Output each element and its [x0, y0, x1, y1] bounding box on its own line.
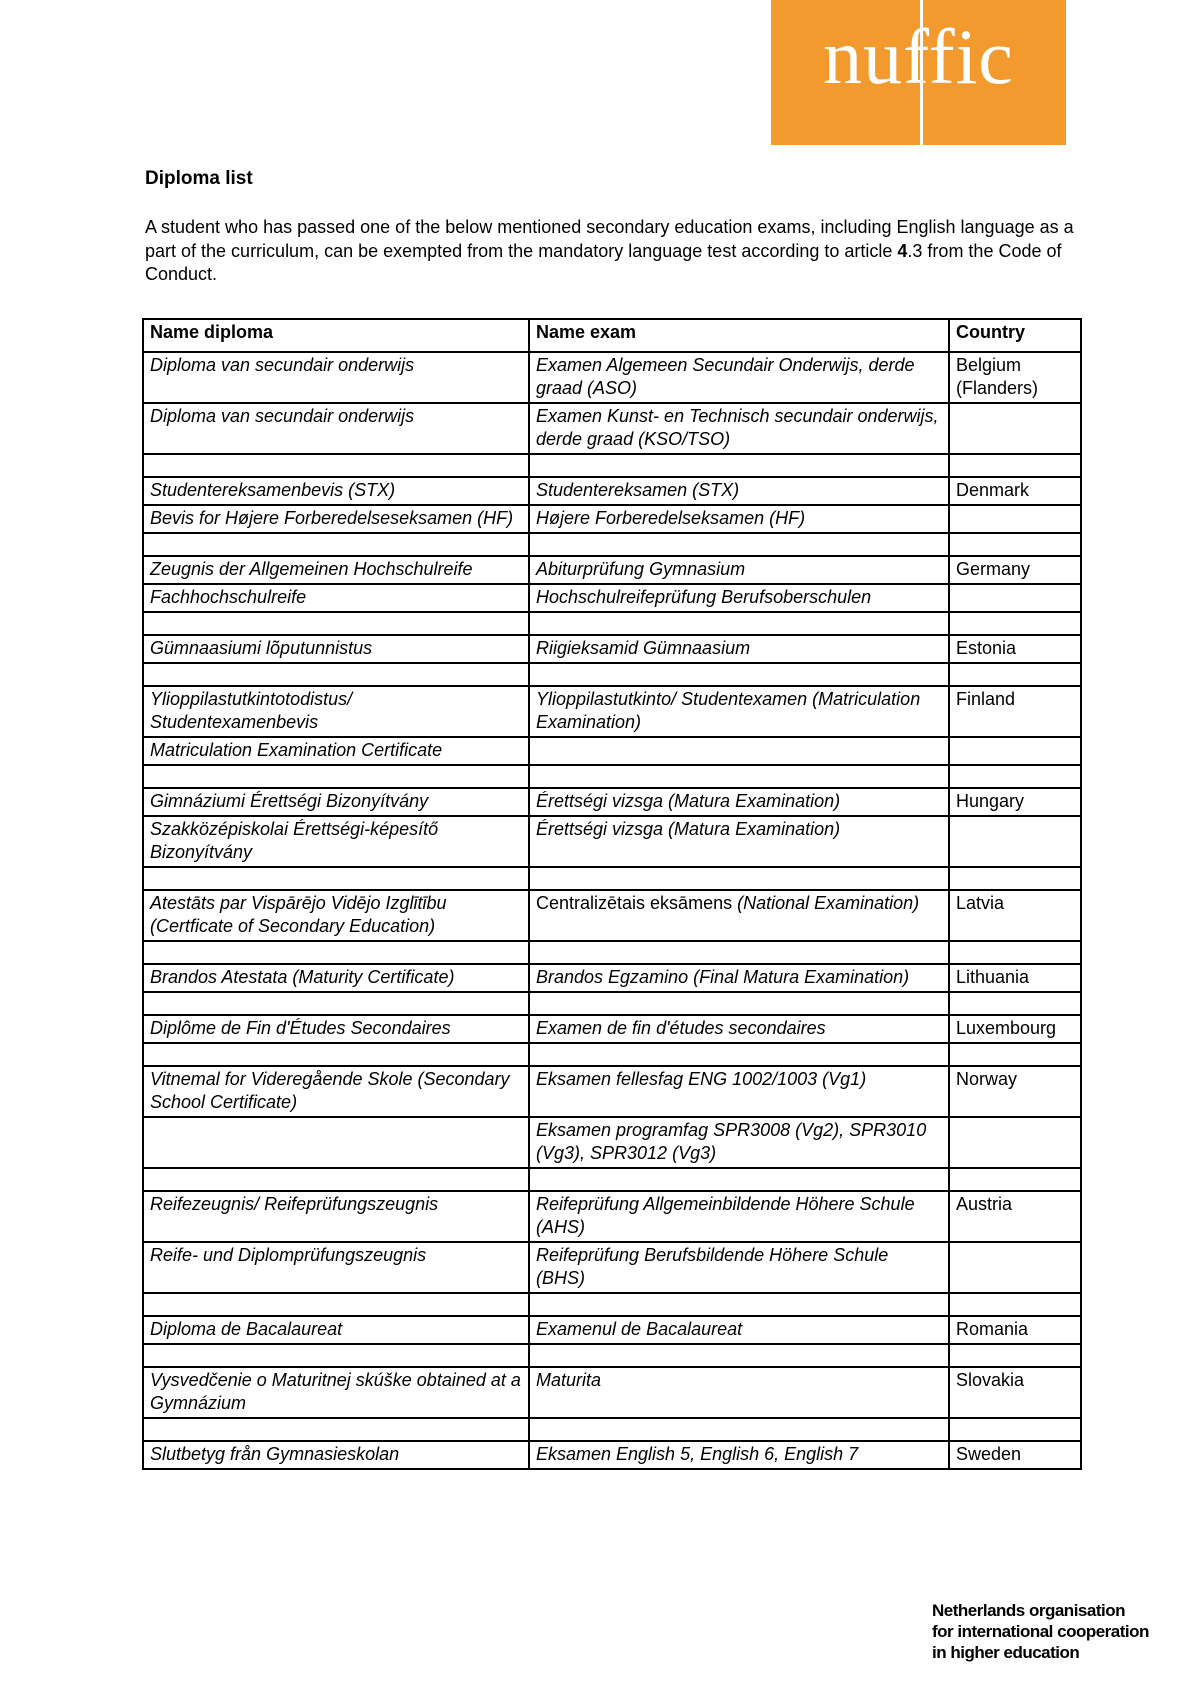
cell-country: Slovakia	[949, 1367, 1081, 1418]
spacer-cell	[949, 1418, 1081, 1441]
cell-exam: Hochschulreifeprüfung Berufsoberschulen	[529, 584, 949, 612]
spacer-cell	[529, 992, 949, 1015]
spacer-row	[143, 1344, 1081, 1367]
cell-country: Lithuania	[949, 964, 1081, 992]
intro-text-1: A student who has passed one of the below mentioned secondary education exams, including English language as a part of the curriculum, can be exempted from the mandatory language test according to article	[145, 217, 1074, 261]
nuffic-logo	[771, 0, 1066, 145]
cell-diploma: Fachhochschulreife	[143, 584, 529, 612]
table-row	[143, 1441, 1081, 1469]
footer-organisation	[932, 1600, 1149, 1663]
table-row	[143, 584, 1081, 612]
spacer-cell	[143, 663, 529, 686]
table-row	[143, 737, 1081, 765]
spacer-cell	[143, 1344, 529, 1367]
cell-exam: Riigieksamid Gümnaasium	[529, 635, 949, 663]
spacer-cell	[529, 765, 949, 788]
spacer-cell	[529, 454, 949, 477]
cell-exam	[529, 737, 949, 765]
cell-exam: Examen Kunst- en Technisch secundair onderwijs, derde graad (KSO/TSO)	[529, 403, 949, 454]
header-name-exam: Name exam	[529, 319, 949, 352]
cell-diploma: Atestāts par Vispārējo Vidējo Izglītību (Certficate of Secondary Education)	[143, 890, 529, 941]
spacer-cell	[143, 1043, 529, 1066]
spacer-row	[143, 533, 1081, 556]
cell-diploma: Gümnaasiumi lõputunnistus	[143, 635, 529, 663]
spacer-cell	[143, 992, 529, 1015]
spacer-row	[143, 1043, 1081, 1066]
cell-country	[949, 1117, 1081, 1168]
footer-line: for international cooperation	[932, 1622, 1149, 1641]
cell-exam: Eksamen fellesfag ENG 1002/1003 (Vg1)	[529, 1066, 949, 1117]
spacer-cell	[529, 612, 949, 635]
cell-exam: Reifeprüfung Berufsbildende Höhere Schule (BHS)	[529, 1242, 949, 1293]
cell-country: Estonia	[949, 635, 1081, 663]
header-country: Country	[949, 319, 1081, 352]
spacer-row	[143, 454, 1081, 477]
cell-country	[949, 403, 1081, 454]
cell-country: Sweden	[949, 1441, 1081, 1469]
table-row	[143, 1117, 1081, 1168]
spacer-cell	[529, 941, 949, 964]
spacer-row	[143, 992, 1081, 1015]
table-row	[143, 352, 1081, 403]
table-row	[143, 686, 1081, 737]
table-row	[143, 816, 1081, 867]
table-header-row	[143, 319, 1081, 352]
table-row	[143, 1015, 1081, 1043]
spacer-cell	[143, 1168, 529, 1191]
spacer-cell	[529, 1293, 949, 1316]
spacer-row	[143, 663, 1081, 686]
cell-country: Belgium (Flanders)	[949, 352, 1081, 403]
cell-exam: Examen Algemeen Secundair Onderwijs, derde graad (ASO)	[529, 352, 949, 403]
spacer-cell	[949, 663, 1081, 686]
table-row	[143, 505, 1081, 533]
footer-line: in higher education	[932, 1643, 1080, 1662]
spacer-row	[143, 765, 1081, 788]
cell-diploma: Matriculation Examination Certificate	[143, 737, 529, 765]
spacer-cell	[143, 867, 529, 890]
cell-diploma: Diploma van secundair onderwijs	[143, 352, 529, 403]
cell-country	[949, 737, 1081, 765]
cell-diploma: Diploma van secundair onderwijs	[143, 403, 529, 454]
table-row	[143, 477, 1081, 505]
cell-diploma: Diploma de Bacalaureat	[143, 1316, 529, 1344]
logo-text: nuffic	[823, 13, 1014, 100]
exam-text-plain: Centralizētais eksāmens	[536, 893, 738, 913]
table-row	[143, 1242, 1081, 1293]
spacer-cell	[949, 1043, 1081, 1066]
table-row	[143, 788, 1081, 816]
spacer-cell	[529, 1043, 949, 1066]
cell-country	[949, 584, 1081, 612]
spacer-cell	[143, 765, 529, 788]
intro-article-number: 4	[897, 240, 908, 261]
spacer-cell	[529, 1168, 949, 1191]
spacer-cell	[949, 533, 1081, 556]
cell-country: Denmark	[949, 477, 1081, 505]
cell-country	[949, 505, 1081, 533]
spacer-row	[143, 1168, 1081, 1191]
table-row	[143, 403, 1081, 454]
table-row	[143, 1316, 1081, 1344]
table-row	[143, 1066, 1081, 1117]
table-row	[143, 1191, 1081, 1242]
cell-exam: Érettségi vizsga (Matura Examination)	[529, 788, 949, 816]
spacer-cell	[143, 533, 529, 556]
table-row	[143, 964, 1081, 992]
cell-diploma: Reifezeugnis/ Reifeprüfungszeugnis	[143, 1191, 529, 1242]
cell-diploma: Bevis for Højere Forberedelseseksamen (HF)	[143, 505, 529, 533]
table-row	[143, 890, 1081, 941]
exam-text-italic: (National Examination)	[737, 893, 920, 913]
cell-exam	[529, 890, 949, 941]
spacer-cell	[529, 663, 949, 686]
cell-diploma	[143, 1117, 529, 1168]
cell-exam: Érettségi vizsga (Matura Examination)	[529, 816, 949, 867]
cell-country: Latvia	[949, 890, 1081, 941]
cell-diploma: Ylioppilastutkintotodistus/ Studentexamenbevis	[143, 686, 529, 737]
spacer-cell	[949, 1168, 1081, 1191]
cell-country: Finland	[949, 686, 1081, 737]
cell-country	[949, 1242, 1081, 1293]
table-row	[143, 635, 1081, 663]
cell-country: Germany	[949, 556, 1081, 584]
cell-exam: Maturita	[529, 1367, 949, 1418]
cell-diploma: Reife- und Diplomprüfungszeugnis	[143, 1242, 529, 1293]
spacer-cell	[949, 612, 1081, 635]
intro-text-2: .3 from the Code of Conduct.	[145, 240, 1062, 284]
spacer-cell	[143, 454, 529, 477]
cell-exam: Examenul de Bacalaureat	[529, 1316, 949, 1344]
footer-line: Netherlands organisation	[932, 1601, 1125, 1620]
cell-diploma: Gimnáziumi Érettségi Bizonyítvány	[143, 788, 529, 816]
cell-exam: Reifeprüfung Allgemeinbildende Höhere Schule (AHS)	[529, 1191, 949, 1242]
cell-country: Hungary	[949, 788, 1081, 816]
diploma-table	[142, 318, 1082, 1470]
table-body	[143, 352, 1081, 1469]
spacer-cell	[529, 1418, 949, 1441]
cell-exam: Studentereksamen (STX)	[529, 477, 949, 505]
spacer-cell	[143, 1418, 529, 1441]
cell-diploma: Szakközépiskolai Érettségi-képesítő Bizonyítvány	[143, 816, 529, 867]
cell-exam: Abiturprüfung Gymnasium	[529, 556, 949, 584]
cell-diploma: Brandos Atestata (Maturity Certificate)	[143, 964, 529, 992]
spacer-cell	[949, 941, 1081, 964]
spacer-cell	[143, 1293, 529, 1316]
intro-paragraph	[145, 216, 1075, 287]
cell-exam: Ylioppilastutkinto/ Studentexamen (Matriculation Examination)	[529, 686, 949, 737]
cell-country: Norway	[949, 1066, 1081, 1117]
cell-diploma: Slutbetyg från Gymnasieskolan	[143, 1441, 529, 1469]
cell-country: Luxembourg	[949, 1015, 1081, 1043]
cell-exam: Examen de fin d'études secondaires	[529, 1015, 949, 1043]
spacer-cell	[949, 1344, 1081, 1367]
spacer-cell	[529, 1344, 949, 1367]
cell-diploma: Zeugnis der Allgemeinen Hochschulreife	[143, 556, 529, 584]
cell-exam: Eksamen English 5, English 6, English 7	[529, 1441, 949, 1469]
cell-exam: Brandos Egzamino (Final Matura Examination)	[529, 964, 949, 992]
spacer-row	[143, 867, 1081, 890]
page-title: Diploma list	[145, 168, 253, 189]
spacer-cell	[143, 941, 529, 964]
spacer-cell	[949, 992, 1081, 1015]
cell-country: Romania	[949, 1316, 1081, 1344]
spacer-cell	[529, 867, 949, 890]
cell-diploma: Vysvedčenie o Maturitnej skúške obtained at a Gymnázium	[143, 1367, 529, 1418]
spacer-cell	[949, 1293, 1081, 1316]
cell-country	[949, 816, 1081, 867]
table-row	[143, 556, 1081, 584]
spacer-row	[143, 1293, 1081, 1316]
cell-diploma: Vitnemal for Videregående Skole (Secondary School Certificate)	[143, 1066, 529, 1117]
header-name-diploma: Name diploma	[143, 319, 529, 352]
spacer-cell	[949, 867, 1081, 890]
spacer-cell	[949, 765, 1081, 788]
spacer-row	[143, 612, 1081, 635]
cell-country: Austria	[949, 1191, 1081, 1242]
cell-diploma: Studentereksamenbevis (STX)	[143, 477, 529, 505]
cell-exam: Højere Forberedelseksamen (HF)	[529, 505, 949, 533]
cell-exam: Eksamen programfag SPR3008 (Vg2), SPR3010 (Vg3), SPR3012 (Vg3)	[529, 1117, 949, 1168]
spacer-cell	[949, 454, 1081, 477]
cell-diploma: Diplôme de Fin d'Études Secondaires	[143, 1015, 529, 1043]
spacer-row	[143, 1418, 1081, 1441]
spacer-row	[143, 941, 1081, 964]
spacer-cell	[529, 533, 949, 556]
spacer-cell	[143, 612, 529, 635]
table-row	[143, 1367, 1081, 1418]
